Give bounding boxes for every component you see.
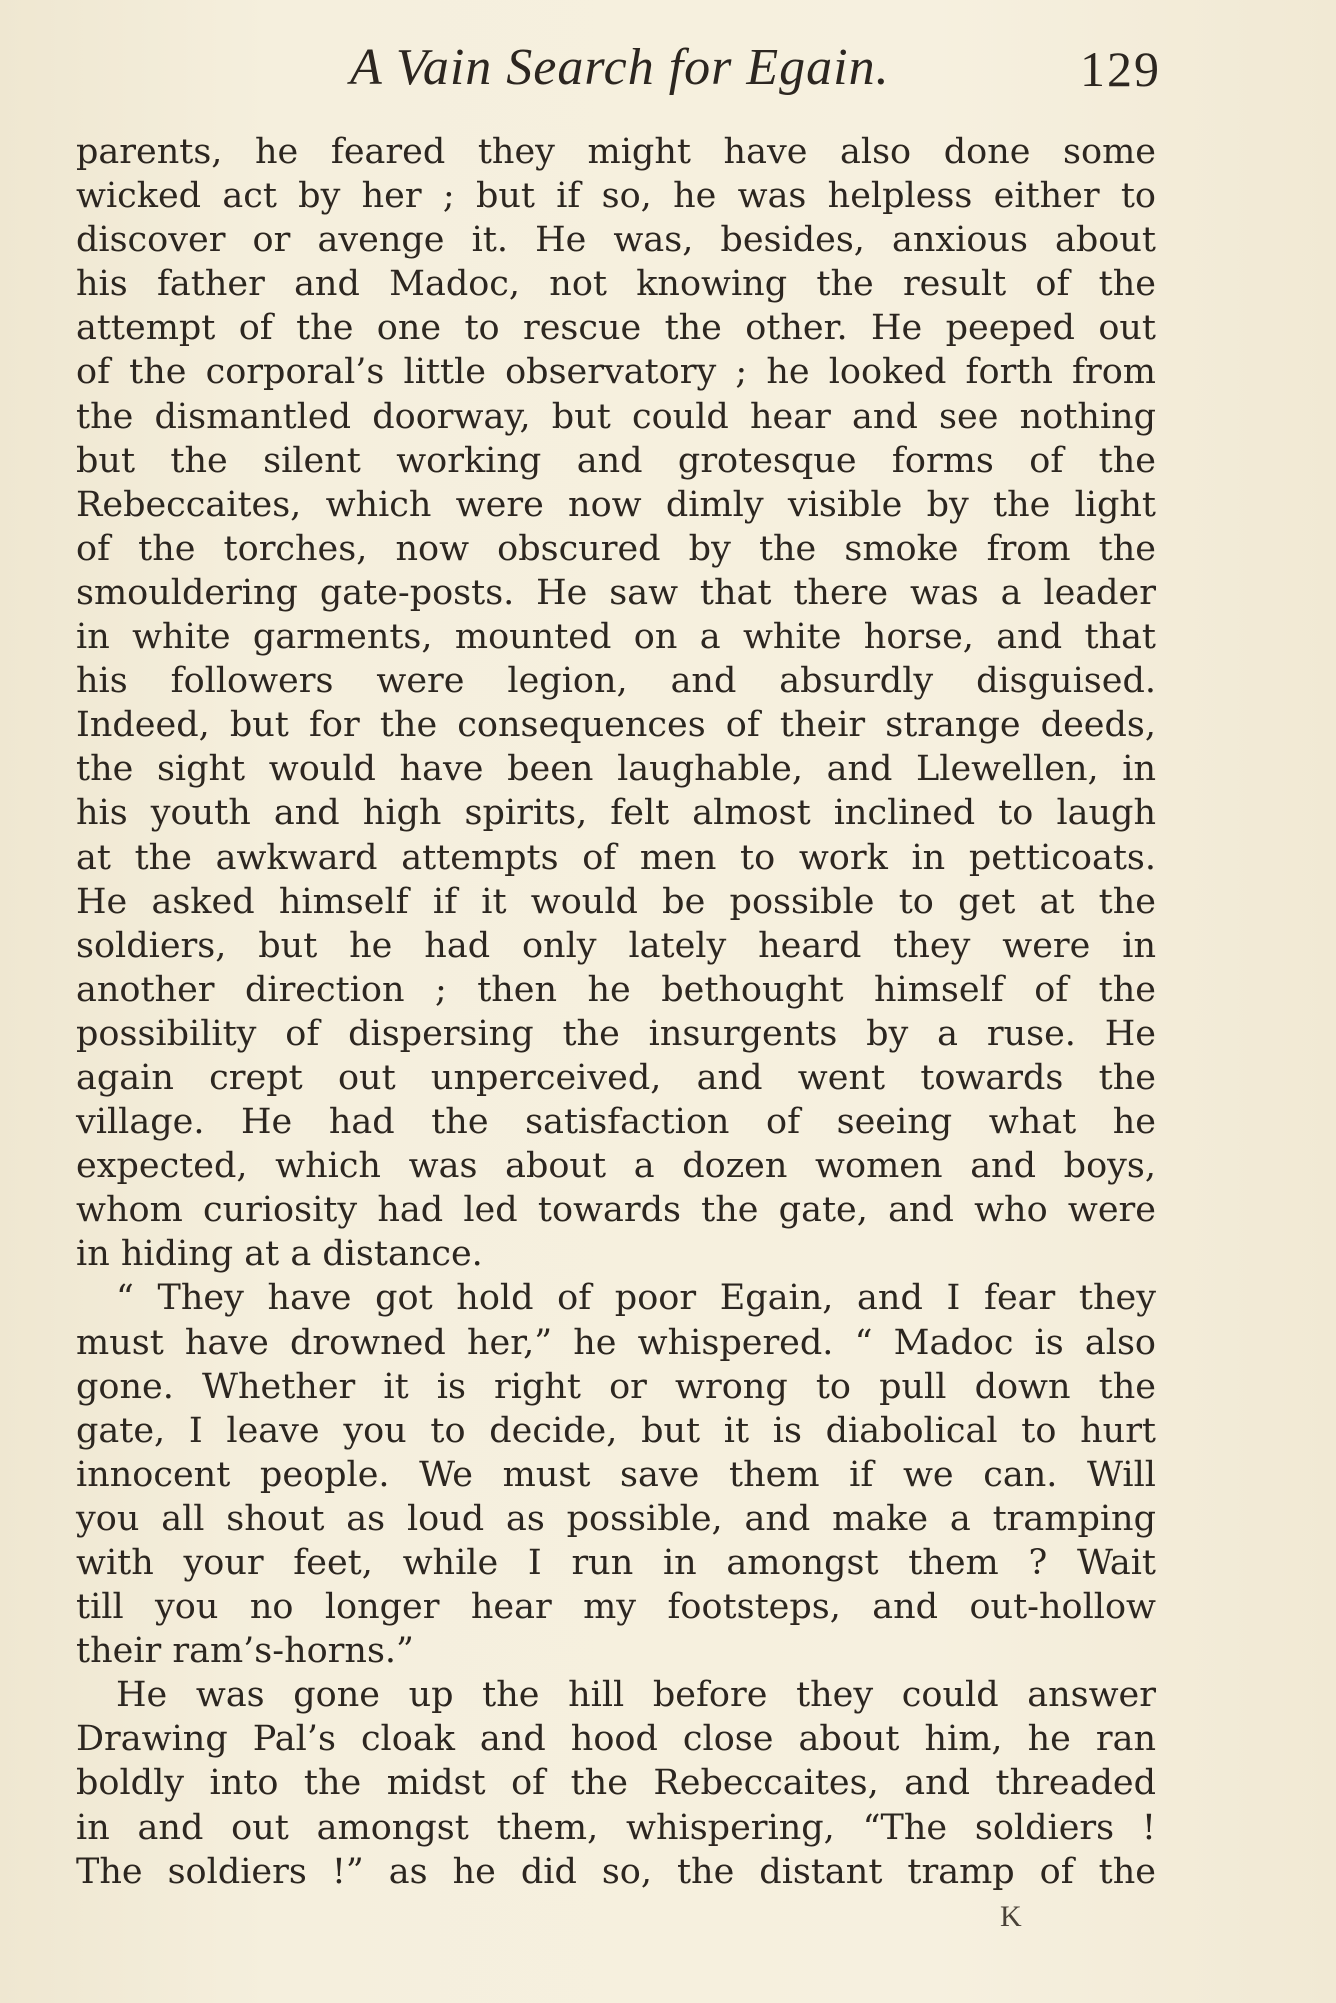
text-line: in white garments, mounted on a white horse, and that <box>76 617 1156 658</box>
text-line: Indeed, but for the consequences of their strange deeds, <box>76 705 1156 746</box>
text-line: Rebeccaites, which were now dimly visible by the light <box>76 484 1156 525</box>
text-line: the dismantled doorway, but could hear and see nothing <box>76 396 1156 437</box>
text-line: soldiers, but he had only lately heard they were in <box>76 925 1156 966</box>
text-line: again crept out unperceived, and went towards the <box>76 1057 1156 1098</box>
text-line: their ram’s-horns.” <box>76 1631 414 1672</box>
text-line: the sight would have been laughable, and Llewellen, in <box>76 749 1156 790</box>
text-line: another direction ; then he bethought himself of the <box>76 969 1156 1010</box>
text-line: gate, I leave you to decide, but it is diabolical to hurt <box>76 1410 1156 1451</box>
text-line: wicked act by her ; but if so, he was helpless either to <box>76 176 1156 217</box>
body-text <box>76 130 1156 1894</box>
text-line: his youth and high spirits, felt almost inclined to laugh <box>76 793 1156 834</box>
text-line: possibility of dispersing the insurgents by a ruse. He <box>76 1013 1156 1054</box>
text-line: gone. Whether it is right or wrong to pull down the <box>76 1366 1156 1407</box>
text-line: innocent people. We must save them if we can. Will <box>76 1454 1156 1495</box>
text-line: He asked himself if it would be possible to get at the <box>76 881 1156 922</box>
text-line: his father and Madoc, not knowing the result of the <box>76 264 1156 305</box>
running-title: A Vain Search for Egain. <box>350 39 890 96</box>
text-line: in hiding at a distance. <box>76 1234 483 1275</box>
text-line: of the torches, now obscured by the smoke from the <box>76 528 1156 569</box>
text-line: Drawing Pal’s cloak and hood close about him, he ran <box>76 1719 1156 1760</box>
text-line: The soldiers !” as he did so, the distant tramp of the <box>76 1851 1156 1892</box>
text-line: “ They have got hold of poor Egain, and I fear they <box>116 1278 1156 1319</box>
text-line: must have drowned her,” he whispered. “ Madoc is also <box>76 1322 1156 1363</box>
text-line: at the awkward attempts of men to work in petticoats. <box>76 837 1156 878</box>
running-head <box>0 30 1336 100</box>
text-line: parents, he feared they might have also done some <box>76 132 1156 172</box>
text-line: attempt of the one to rescue the other. He peeped out <box>76 308 1156 349</box>
text-line: till you no longer hear my footsteps, and out-hollow <box>76 1587 1156 1628</box>
text-line: discover or avenge it. He was, besides, anxious about <box>76 220 1156 261</box>
text-line: but the silent working and grotesque forms of the <box>76 440 1156 481</box>
text-line: village. He had the satisfaction of seeing what he <box>76 1102 1156 1143</box>
text-line: boldly into the midst of the Rebeccaites, and threaded <box>76 1763 1156 1804</box>
text-line: smouldering gate-posts. He saw that there was a leader <box>76 572 1156 613</box>
text-line: He was gone up the hill before they could answer <box>116 1675 1156 1716</box>
text-line: his followers were legion, and absurdly disguised. <box>76 661 1156 702</box>
text-line: expected, which was about a dozen women and boys, <box>76 1146 1156 1187</box>
text-line: with your feet, while I run in amongst them ? Wait <box>76 1543 1156 1583</box>
text-line: in and out amongst them, whispering, “The soldiers ! <box>76 1807 1156 1848</box>
page-number: 129 <box>1080 41 1161 97</box>
text-line: whom curiosity had led towards the gate, and who were <box>76 1190 1156 1231</box>
text-line: you all shout as loud as possible, and make a tramping <box>76 1498 1156 1539</box>
text-line: of the corporal’s little observatory ; he looked forth from <box>76 352 1156 393</box>
signature-mark: K <box>1000 1900 1022 1933</box>
